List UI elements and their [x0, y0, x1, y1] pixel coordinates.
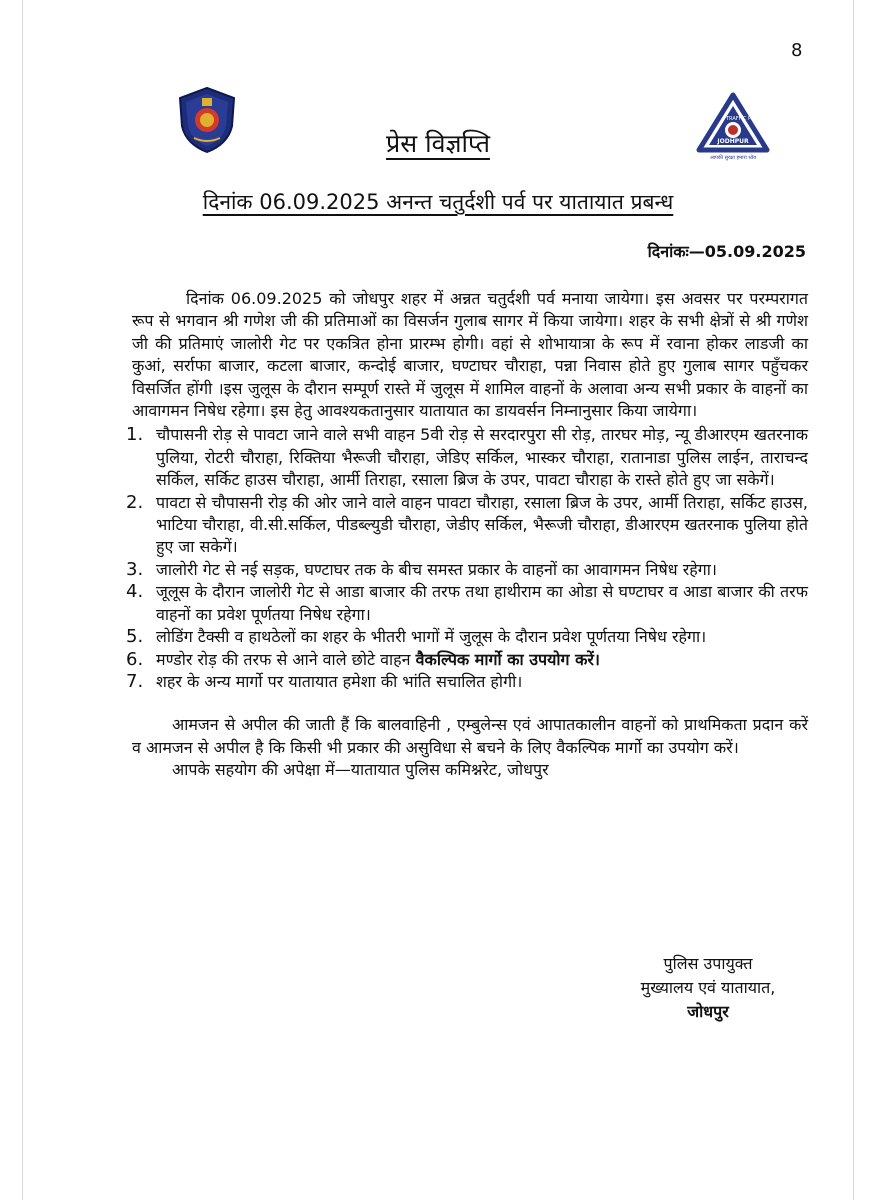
list-item-number: 2.: [126, 491, 144, 513]
signature-designation: पुलिस उपायुक्त: [663, 954, 753, 973]
list-item-number: 3.: [126, 558, 144, 580]
list-item-text: लोडिंग टैक्सी व हाथठेलों का शहर के भीतरी भागों में जुलूस के दौरान प्रवेश पूर्णतया निषेध रहेगा।: [156, 627, 707, 647]
release-date: दिनांकः—05.09.2025: [647, 242, 806, 261]
intro-paragraph: दिनांक 06.09.2025 को जोधपुर शहर में अन्नत चतुर्दशी पर्व मनाया जायेगा। इस अवसर पर परम्परागत रूप से भगवान श्री गणेश जी की प्रतिमाओं का विसर्जन गुलाब सागर में किया जायेगा। शहर के सभी क्षेत्रों से श्री गणेश जी की प्रतिमाएं जालोरी गेट पर एकत्रित होना प्रारम्भ होगी। वहां से शोभायात्रा के रूप में रवाना होकर लाडजी का कुआं, सर्राफा बाजार, कटला बाजार, कन्दोई बाजार, घण्टाघर चौराहा, पन्ना निवास होते हुए गुलाब सागर पहुँचकर विसर्जित होंगी ।इस जुलूस के दौरान सम्पूर्ण रास्ते में जुलूस में शामिल वाहनों के अलावा अन्य सभी प्रकार के वाहनों का आवागमन निषेध रहेगा। इस हेतु आवश्यकतानुसार यातायात का डायवर्सन निम्नानुसार किया जायेगा।: [132, 289, 808, 421]
list-item: [126, 424, 808, 491]
list-item: [126, 670, 808, 693]
appeal-paragraph: आमजन से अपील की जाती हैं कि बालवाहिनी , एम्बुलेन्स एवं आपातकालीन वाहनों को प्राथमिकता प्रदान करें व आमजन से अपील है कि किसी भी प्रकार की असुविधा से बचने के लिए वैकल्पिक मार्गो का उपयोग करें।: [132, 715, 808, 757]
list-item-text: शहर के अन्य मार्गो पर यातायात हमेशा की भांति सचालित होगी।: [156, 671, 523, 691]
document-body: [126, 288, 808, 782]
list-item: [126, 648, 808, 671]
signature-department: मुख्यालय एवं यातायात,: [640, 978, 776, 997]
list-item-text: जूलूस के दौरान जालोरी गेट से आडा बाजार की तरफ तथा हाथीराम का ओडा से घण्टाघर व आडा बाजार की तरफ वाहनों का प्रवेश पूर्णतया निषेध रहेगा।: [156, 582, 808, 624]
list-item-text: चौपासनी रोड़ से पावटा जाने वाले सभी वाहन 5वी रोड़ से सरदारपुरा सी रोड़, तारघर मोड़, न्यू डीआरएम खतरनाक पुलिया, रोटरी चौराहा, रिक्तिया भैरूजी चौराहा, जेडिए सर्किल, भास्कर चौराहा, रातानाडा पुलिस लाईन, ताराचन्द सर्किल, सर्किट हाउस चौराहा, आर्मी तिराहा, रसाला ब्रिज के उपर, पावटा चौराहा के रास्ते होते हुए जा सकेगें।: [156, 425, 808, 490]
appeal-section: [132, 714, 808, 781]
signature-block: [608, 952, 808, 1024]
list-item: [126, 491, 808, 559]
list-item-number: 7.: [126, 670, 144, 692]
page-number: 8: [791, 40, 803, 61]
list-item-number: 5.: [126, 626, 144, 648]
page-title: प्रेस विज्ञप्ति: [386, 129, 490, 158]
list-item-number: 6.: [126, 648, 144, 670]
list-item: [126, 558, 808, 581]
diversion-list: [126, 424, 808, 693]
list-item-number: 4.: [126, 581, 144, 603]
list-item-text: पावटा से चौपासनी रोड़ की ओर जाने वाले वाहन पावटा चौराहा, रसाला ब्रिज के उपर, आर्मी तिराहा, सर्किट हाउस, भाटिया चौराहा, वी.सी.सर्किल, पीडब्ल्युडी चौराहा, जेडीए सर्किल, भैरूजी चौराहा, डीआरएम खतरनाक पुलिया होते हुए जा सकेगें।: [156, 492, 808, 557]
logo-bottom-text: JODHPUR: [717, 138, 749, 145]
list-item-number: 1.: [126, 424, 144, 446]
logo-top-text: TRAFFIC POLICE: [726, 116, 766, 122]
signature-city: जोधपुर: [687, 1002, 729, 1021]
list-item-bold-text: वैकल्पिक मार्गो का उपयोग करें।: [415, 649, 600, 669]
logo-tagline: आपकी सुरक्षा हमारा ध्येय: [709, 155, 757, 161]
list-item: [126, 626, 808, 648]
page-subtitle: दिनांक 06.09.2025 अनन्त चतुर्दशी पर्व पर यातायात प्रबन्ध: [202, 190, 674, 214]
list-item-text: मण्डोर रोड़ की तरफ से आने वाले छोटे वाहन: [156, 649, 416, 669]
list-item-text: जालोरी गेट से नई सड़क, घण्टाघर तक के बीच समस्त प्रकार के वाहनों का आवागमन निषेध रहेगा।: [156, 559, 717, 579]
list-item: [126, 581, 808, 626]
cooperation-line: आपके सहयोग की अपेक्षा में—यातायात पुलिस कमिश्नरेट, जोधपुर: [172, 760, 549, 780]
